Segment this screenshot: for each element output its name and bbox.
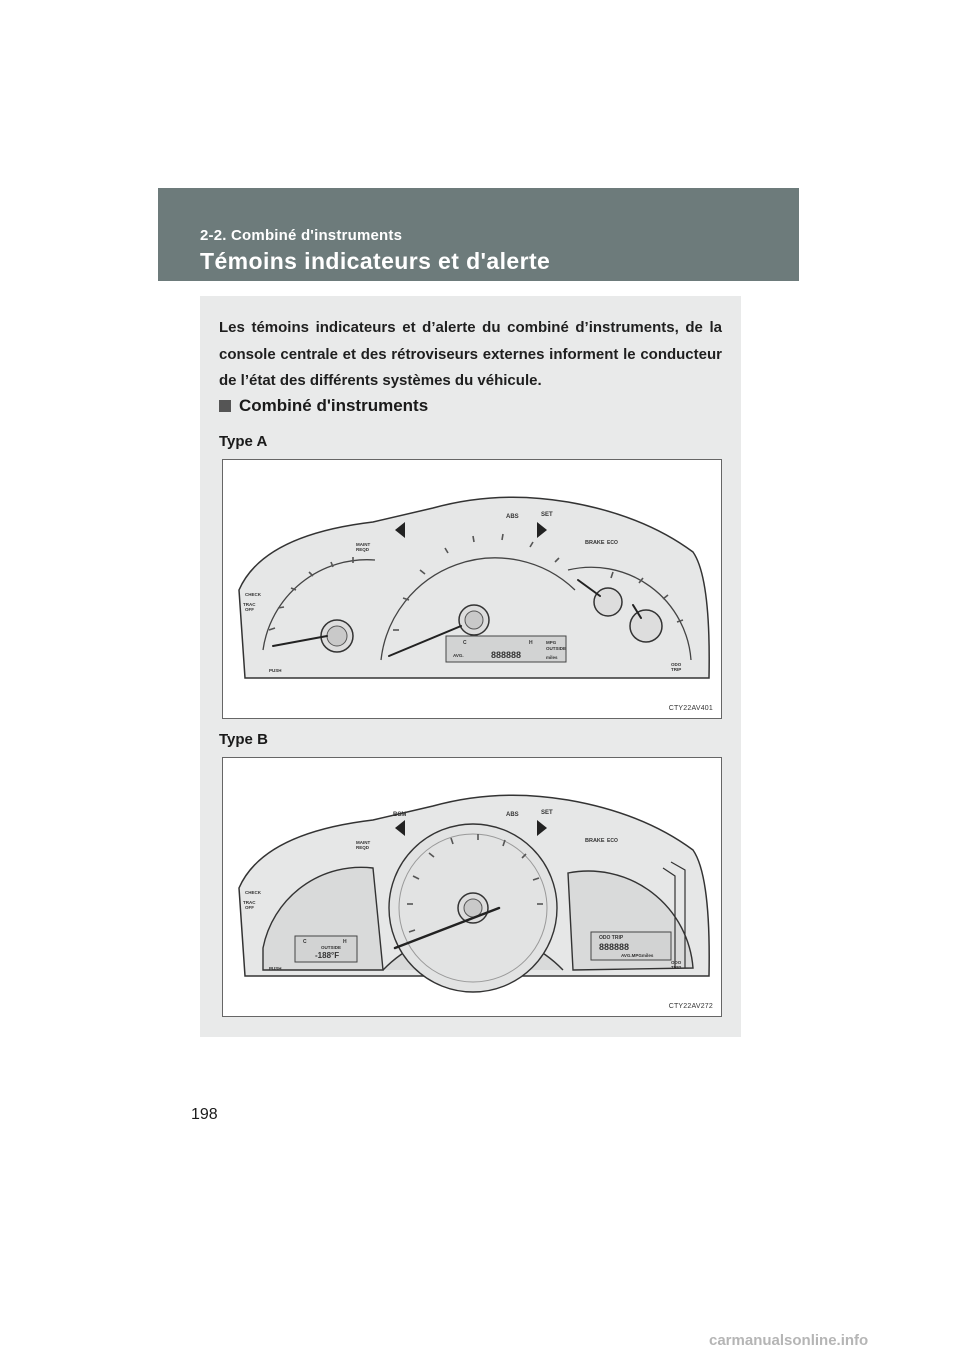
abs-indicator-label: ABS	[506, 812, 519, 818]
subheading	[219, 396, 428, 416]
odo-label: ODO	[671, 960, 682, 965]
instrument-cluster-b-illustration	[223, 758, 723, 1018]
push-label: PUSH	[269, 668, 282, 673]
eco-indicator-label: ECO	[607, 838, 618, 844]
odometer-display: 888888	[491, 650, 522, 660]
push-label: PUSH	[269, 966, 282, 971]
page-number: 198	[191, 1106, 218, 1123]
check-label: CHECK	[245, 890, 262, 895]
section-label: 2-2. Combiné d'instruments	[200, 227, 403, 244]
outside-label: OUTSIDE	[321, 945, 342, 950]
bsm-indicator-label: BSM	[393, 812, 407, 818]
maint-label: MAINT	[356, 840, 371, 845]
brake-indicator-label: BRAKE	[585, 540, 605, 546]
temp-cold-label: C	[463, 640, 467, 646]
trip-label: TRIP	[671, 667, 682, 672]
reqd-label: REQD	[356, 547, 370, 552]
figure-code: CTY22AV401	[668, 705, 713, 712]
trac-off-label: OFF	[245, 607, 254, 612]
check-label: CHECK	[245, 592, 262, 597]
eco-indicator-label: ECO	[607, 540, 618, 546]
avg-mpg-label: AVG.MPGmiles	[621, 953, 654, 958]
miles-label: miles	[546, 655, 558, 660]
set-indicator-label: SET	[541, 810, 553, 816]
abs-indicator-label: ABS	[506, 514, 519, 520]
mpg-label: MPG	[546, 640, 557, 645]
brake-indicator-label: BRAKE	[585, 838, 605, 844]
maint-label: MAINT	[356, 542, 371, 547]
odometer-display: 888888	[599, 942, 630, 952]
avg-label: AVG.	[453, 653, 464, 658]
trip-label: TRIP	[671, 965, 682, 970]
set-indicator-label: SET	[541, 512, 553, 518]
trac-label: TRAC	[243, 602, 256, 607]
bullet-square-icon	[219, 400, 231, 412]
temp-hot-label: H	[343, 939, 347, 945]
intro-paragraph: Les témoins indicateurs et d’alerte du combiné d’instruments, de la console centrale et des rétroviseurs externes informent le conducteur de l’état des différents systèmes du véhicule.	[219, 319, 722, 389]
subheading-text: Combiné d'instruments	[239, 396, 429, 415]
outside-temp-display: -188°F	[315, 951, 340, 960]
type-b-label: Type B	[219, 731, 268, 748]
figure-type-a	[222, 459, 722, 719]
outside-label: OUTSIDE	[546, 646, 567, 651]
trac-off-label: OFF	[245, 905, 254, 910]
odo-label: ODO	[671, 662, 682, 667]
figure-code: CTY22AV272	[668, 1003, 713, 1010]
temp-cold-label: C	[303, 939, 307, 945]
watermark: carmanualsonline.info	[709, 1332, 869, 1349]
type-a-label: Type A	[219, 433, 268, 450]
page-title: Témoins indicateurs et d'alerte	[200, 248, 551, 274]
trac-label: TRAC	[243, 900, 256, 905]
instrument-cluster-a-illustration	[223, 460, 723, 720]
reqd-label: REQD	[356, 845, 370, 850]
figure-type-b	[222, 757, 722, 1017]
odo-trip-label: ODO TRIP	[599, 935, 624, 941]
temp-hot-label: H	[529, 640, 533, 646]
